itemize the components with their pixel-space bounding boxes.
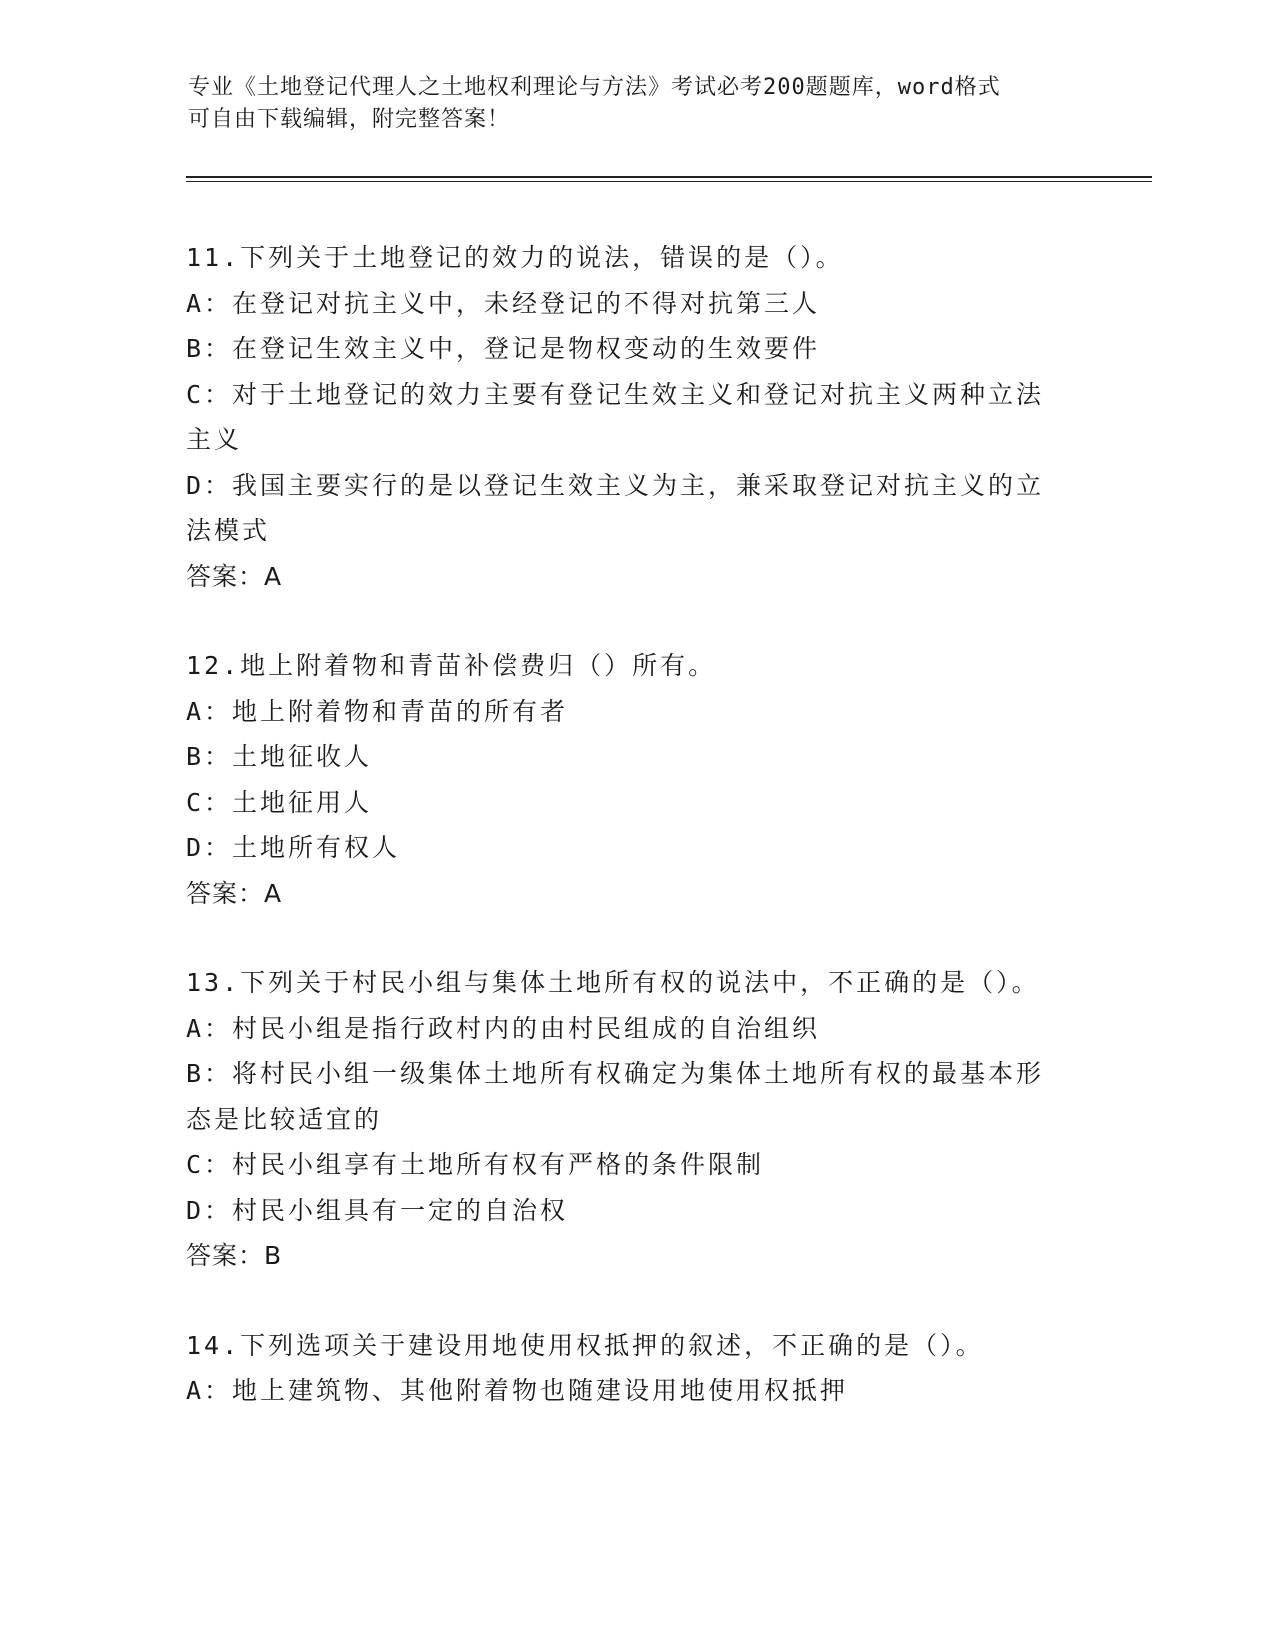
option-a: A：地上建筑物、其他附着物也随建设用地使用权抵押	[186, 1376, 849, 1405]
document-header	[188, 72, 1068, 136]
option-d: D：村民小组具有一定的自治权	[186, 1195, 569, 1225]
option-a: A：村民小组是指行政村内的由村民组成的自治组织	[186, 1013, 821, 1043]
option-d: D：土地所有权人	[186, 833, 401, 862]
option-d: D：我国主要实行的是以登记生效主义为主，兼采取登记对抗主义的立	[186, 470, 1045, 500]
option-b: B：土地征收人	[186, 742, 373, 771]
option-d-continued: 法模式	[186, 516, 271, 545]
question-stem: 12.地上附着物和青苗补偿费归（）所有。	[186, 651, 717, 680]
header-line-2: 可自由下载编辑，附完整答案！	[188, 107, 511, 132]
answer: 答案：A	[186, 878, 283, 908]
question-stem: 11.下列关于土地登记的效力的说法，错误的是（）。	[186, 243, 844, 272]
header-line-1: 专业《土地登记代理人之土地权利理论与方法》考试必考200题题库，word格式	[188, 75, 1001, 100]
header-divider-thick	[186, 176, 1152, 178]
question-list	[186, 235, 1086, 1414]
option-b-continued: 态是比较适宜的	[186, 1104, 383, 1134]
option-a: A：地上附着物和青苗的所有者	[186, 696, 569, 726]
option-b: B：将村民小组一级集体土地所有权确定为集体土地所有权的最基本形	[186, 1059, 1045, 1088]
option-c-continued: 主义	[186, 425, 243, 454]
option-a: A：在登记对抗主义中，未经登记的不得对抗第三人	[186, 288, 821, 318]
question-11	[186, 235, 1086, 599]
answer: 答案：A	[186, 561, 283, 591]
question-stem: 14.下列选项关于建设用地使用权抵押的叙述，不正确的是（）。	[186, 1330, 984, 1360]
question-14	[186, 1323, 1086, 1414]
option-c: C：土地征用人	[186, 787, 373, 817]
header-divider-thin	[186, 181, 1152, 182]
answer: 答案：B	[186, 1241, 283, 1270]
question-13	[186, 960, 1086, 1279]
option-c: C：村民小组享有土地所有权有严格的条件限制	[186, 1150, 765, 1179]
question-12	[186, 643, 1086, 916]
option-b: B：在登记生效主义中，登记是物权变动的生效要件	[186, 334, 821, 363]
question-stem: 13.下列关于村民小组与集体土地所有权的说法中，不正确的是（）。	[186, 968, 1040, 997]
option-c: C：对于土地登记的效力主要有登记生效主义和登记对抗主义两种立法	[186, 379, 1045, 409]
